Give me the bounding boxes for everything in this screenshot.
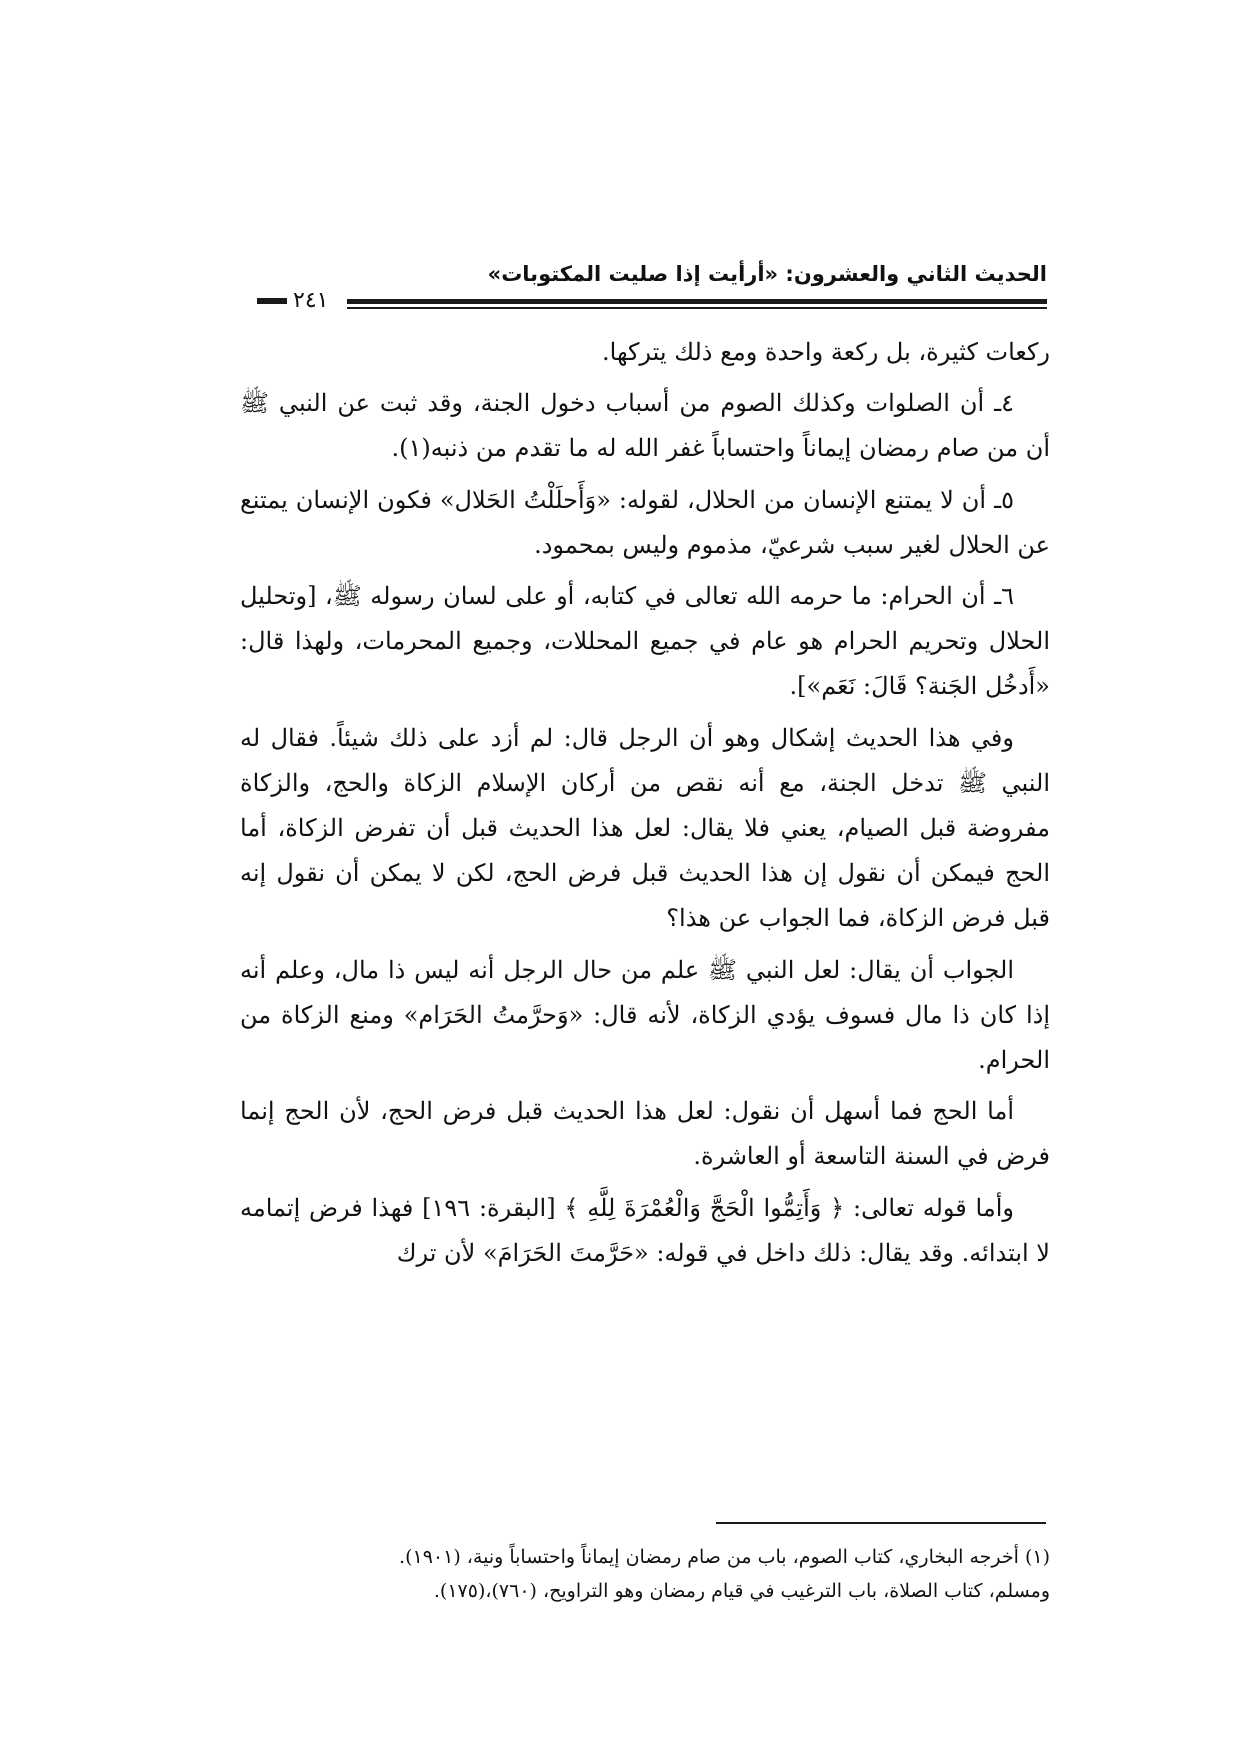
paragraph: وفي هذا الحديث إشكال وهو أن الرجل قال: لم أزد على ذلك شيئاً. فقال له النبي ﷺ تدخل الجنة، مع أنه نقص من أركان الإسلام الزكاة والحج، والزكاة مفروضة قبل الصيام، يعني فلا يقال: لعل هذا الحديث قبل أن تفرض الزكاة، أما الحج فيمكن أن نقول إن هذا الحديث قبل فرض الحج، لكن لا يمكن أن نقول إنه قبل فرض الزكاة، فما الجواب عن هذا؟	[240, 723, 1050, 933]
main-text	[240, 330, 1050, 1282]
footnote-line: ومسلم، كتاب الصلاة، باب الترغيب في قيام رمضان وهو التراويح، (٧٦٠)،(١٧٥).	[433, 1580, 1050, 1602]
paragraph: أما الحج فما أسهل أن نقول: لعل هذا الحديث قبل فرض الحج، لأن الحج إنما فرض في السنة التاسعة أو العاشرة.	[240, 1097, 1050, 1171]
paragraph: ٥ـ أن لا يمتنع الإنسان من الحلال، لقوله: «وَأَحلَلْتُ الحَلال» فكون الإنسان يمتنع عن الحلال لغير سبب شرعيّ، مذموم وليس بمحمود.	[240, 485, 1050, 559]
header-rule-thin	[347, 307, 1047, 309]
footnote-separator	[716, 1522, 1046, 1524]
header-rule-thick	[347, 299, 1047, 304]
page-number-block	[257, 288, 328, 313]
paragraph: وأما قوله تعالى: ﴿ وَأَتِمُّوا الْحَجَّ وَالْعُمْرَةَ لِلَّهِ ﴾ [البقرة: ١٩٦] فهذا فرض إتمامه لا ابتدائه. وقد يقال: ذلك داخل في قوله: «حَرَّمتَ الحَرَامَ» لأن ترك	[240, 1193, 1050, 1267]
running-header	[257, 262, 1047, 322]
paragraph: ٦ـ أن الحرام: ما حرمه الله تعالى في كتابه، أو على لسان رسوله ﷺ، [وتحليل الحلال وتحريم الحرام هو عام في جميع المحللات، وجميع المحرمات، ولهذا قال: «أَدخُل الجَنة؟ قَالَ: نَعَم»].	[240, 582, 1050, 701]
footnotes	[240, 1540, 1050, 1608]
paragraph: ركعات كثيرة، بل ركعة واحدة ومع ذلك يتركها.	[602, 338, 1050, 366]
page-number-bar	[257, 298, 287, 304]
page-number: ٢٤١	[293, 288, 329, 313]
chapter-title: الحديث الثاني والعشرون: «أرأيت إذا صليت المكتوبات»	[487, 262, 1047, 286]
paragraph: الجواب أن يقال: لعل النبي ﷺ علم من حال الرجل أنه ليس ذا مال، وعلم أنه إذا كان ذا مال فسوف يؤدي الزكاة، لأنه قال: «وَحرَّمتُ الحَرَام» ومنع الزكاة من الحرام.	[240, 955, 1050, 1075]
footnote-line: (١) أخرجه البخاري، كتاب الصوم، باب من صام رمضان إيماناً واحتساباً ونية، (١٩٠١).	[399, 1546, 1050, 1568]
paragraph: ٤ـ أن الصلوات وكذلك الصوم من أسباب دخول الجنة، وقد ثبت عن النبي ﷺ أن من صام رمضان إيماناً واحتساباً غفر الله له ما تقدم من ذنبه(١).	[240, 389, 1050, 463]
